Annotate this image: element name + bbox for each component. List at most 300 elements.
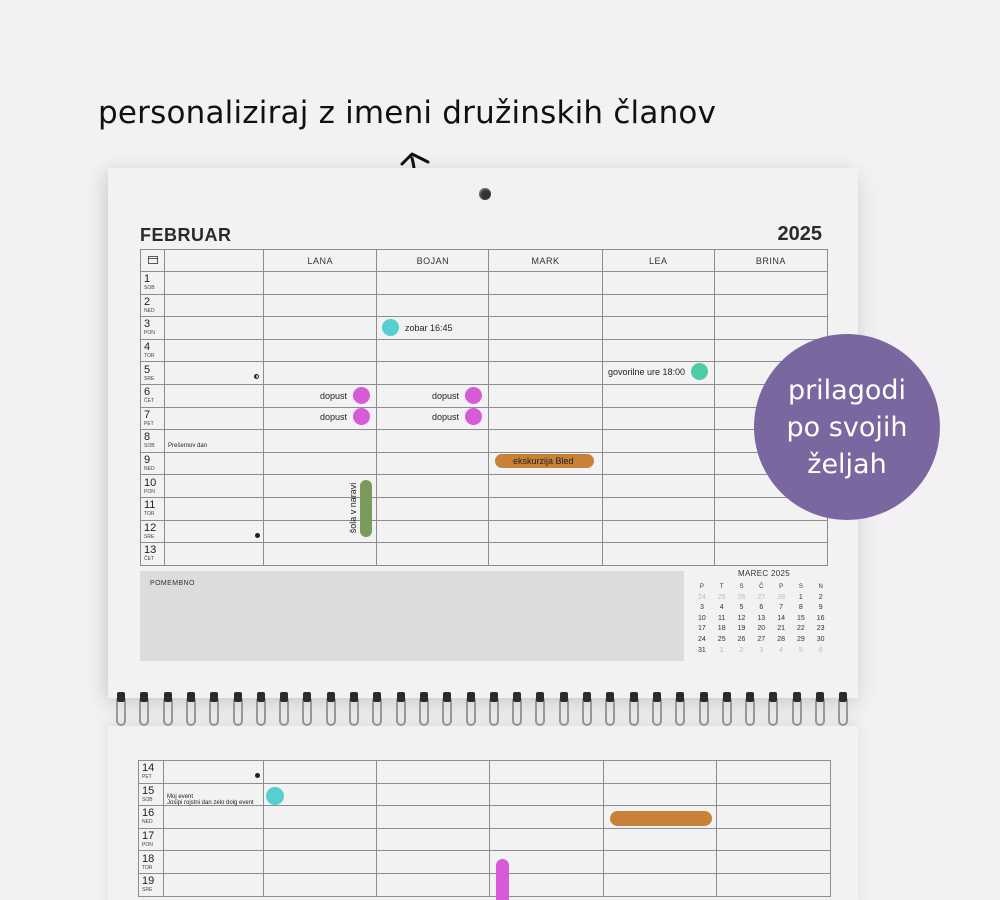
day-note-cell[interactable] bbox=[164, 806, 264, 829]
mini-day-label: 1 bbox=[719, 646, 724, 654]
day-cell bbox=[141, 520, 165, 543]
mini-day-label: 26 bbox=[737, 635, 746, 643]
member-day-cell[interactable] bbox=[602, 475, 714, 498]
mini-day[interactable] bbox=[751, 603, 771, 614]
notes-header bbox=[165, 250, 264, 272]
mini-day[interactable] bbox=[771, 624, 791, 635]
mini-day[interactable] bbox=[692, 646, 712, 657]
member-day-cell[interactable] bbox=[602, 543, 714, 566]
member-day-cell[interactable] bbox=[489, 294, 602, 317]
day-note-cell[interactable] bbox=[164, 761, 264, 784]
member-day-cell[interactable] bbox=[264, 339, 377, 362]
day-row bbox=[139, 873, 831, 896]
mini-day-label: 18 bbox=[717, 625, 726, 633]
day-cell bbox=[139, 873, 164, 896]
mini-day-label: 19 bbox=[737, 625, 746, 633]
important-notes-area[interactable] bbox=[140, 571, 684, 661]
binding-ring bbox=[279, 690, 289, 726]
member-day-cell[interactable] bbox=[717, 828, 831, 851]
mini-day[interactable] bbox=[712, 624, 732, 635]
mini-day[interactable] bbox=[811, 624, 831, 635]
mini-day[interactable] bbox=[732, 593, 752, 604]
mini-day-label: 27 bbox=[757, 593, 766, 601]
day-row bbox=[141, 475, 828, 498]
mini-day[interactable] bbox=[692, 635, 712, 646]
day-cell bbox=[141, 294, 165, 317]
column-header[interactable]: BRINA bbox=[714, 250, 827, 272]
hanging-hole bbox=[479, 188, 491, 200]
mini-day[interactable] bbox=[791, 635, 811, 646]
day-name: ČET bbox=[144, 398, 154, 405]
mini-day-label: 27 bbox=[757, 635, 766, 643]
day-number: 1 bbox=[144, 273, 151, 286]
day-note-cell[interactable] bbox=[165, 272, 264, 295]
member-day-cell[interactable] bbox=[377, 362, 489, 385]
event-label: zobar 16:45 bbox=[405, 322, 453, 333]
member-day-cell[interactable] bbox=[490, 783, 604, 806]
calendar-icon bbox=[148, 255, 158, 264]
day-note-cell[interactable] bbox=[164, 873, 264, 896]
member-day-cell[interactable] bbox=[264, 294, 377, 317]
binding-ring bbox=[815, 690, 825, 726]
member-day-cell[interactable] bbox=[377, 828, 490, 851]
member-day-cell[interactable] bbox=[602, 272, 714, 295]
day-number: 10 bbox=[144, 476, 157, 489]
day-cell bbox=[139, 783, 164, 806]
member-day-cell[interactable] bbox=[264, 362, 377, 385]
mini-day[interactable] bbox=[712, 614, 732, 625]
day-name: PET bbox=[142, 774, 152, 781]
mini-day[interactable] bbox=[692, 593, 712, 604]
day-note-cell[interactable] bbox=[165, 384, 264, 407]
important-label: POMEMBNO bbox=[150, 580, 195, 587]
day-row bbox=[141, 452, 828, 475]
day-row bbox=[141, 497, 828, 520]
event-dot bbox=[465, 408, 482, 425]
mini-day[interactable] bbox=[791, 593, 811, 604]
member-day-cell[interactable] bbox=[717, 783, 831, 806]
day-row bbox=[141, 520, 828, 543]
member-day-cell[interactable] bbox=[604, 783, 717, 806]
mini-day[interactable] bbox=[751, 635, 771, 646]
day-row bbox=[141, 430, 828, 453]
day-number: 12 bbox=[144, 521, 157, 534]
mini-day-label: 11 bbox=[718, 614, 726, 622]
member-day-cell[interactable] bbox=[377, 761, 490, 784]
mini-day-label: 10 bbox=[698, 614, 706, 622]
member-day-cell[interactable] bbox=[377, 873, 490, 896]
member-day-cell[interactable] bbox=[377, 851, 490, 874]
mini-day[interactable] bbox=[811, 614, 831, 625]
event-bar[interactable] bbox=[610, 811, 712, 826]
day-note-cell[interactable] bbox=[164, 828, 264, 851]
day-number: 7 bbox=[144, 408, 151, 421]
day-note-cell[interactable] bbox=[164, 851, 264, 874]
binding-ring bbox=[396, 690, 406, 726]
member-day-cell[interactable] bbox=[714, 272, 827, 295]
mini-day-label: 24 bbox=[698, 635, 706, 643]
binding-ring bbox=[256, 690, 266, 726]
member-day-cell[interactable] bbox=[602, 452, 714, 475]
mini-day-label: 22 bbox=[796, 625, 805, 633]
day-cell bbox=[141, 384, 165, 407]
mini-day[interactable] bbox=[732, 646, 752, 657]
mini-day[interactable] bbox=[771, 614, 791, 625]
binding-ring bbox=[209, 690, 219, 726]
mini-day[interactable] bbox=[692, 624, 712, 635]
day-number: 14 bbox=[142, 762, 155, 775]
day-name: SOB bbox=[144, 285, 155, 292]
mini-day-label: 20 bbox=[757, 625, 766, 633]
mini-day[interactable] bbox=[751, 614, 771, 625]
member-day-cell[interactable] bbox=[377, 272, 489, 295]
binding-ring bbox=[559, 690, 569, 726]
day-cell bbox=[141, 543, 165, 566]
mini-day-label: 7 bbox=[779, 604, 784, 612]
column-header[interactable]: MARK bbox=[489, 250, 602, 272]
event-sola-bar[interactable] bbox=[360, 480, 372, 537]
day-note-cell[interactable] bbox=[165, 520, 264, 543]
member-day-cell[interactable] bbox=[602, 317, 714, 340]
day-number: 18 bbox=[142, 852, 155, 865]
day-number: 2 bbox=[144, 295, 151, 308]
mini-weekday: N bbox=[818, 584, 823, 590]
day-number: 16 bbox=[142, 807, 155, 820]
event-dot bbox=[353, 408, 370, 425]
member-day-cell[interactable] bbox=[604, 873, 717, 896]
badge-line: po svojih bbox=[786, 411, 908, 443]
day-row bbox=[141, 339, 828, 362]
member-day-cell[interactable] bbox=[264, 430, 377, 453]
binding-ring bbox=[652, 690, 662, 726]
member-day-cell[interactable] bbox=[714, 317, 827, 340]
member-day-cell[interactable] bbox=[489, 430, 602, 453]
mini-day[interactable] bbox=[791, 624, 811, 635]
member-day-cell[interactable] bbox=[377, 520, 489, 543]
binding-ring bbox=[792, 690, 802, 726]
member-day-cell[interactable] bbox=[264, 272, 377, 295]
day-note-cell[interactable] bbox=[165, 497, 264, 520]
mini-day[interactable] bbox=[712, 635, 732, 646]
member-day-cell[interactable] bbox=[489, 317, 602, 340]
member-day-cell[interactable] bbox=[490, 761, 604, 784]
day-note: Prešernov dan bbox=[168, 443, 208, 450]
event-label: dopust bbox=[432, 411, 460, 422]
mini-day-label: 6 bbox=[759, 604, 764, 612]
day-number: 6 bbox=[144, 386, 151, 399]
binding-ring bbox=[535, 690, 545, 726]
moon-phase-icon bbox=[254, 374, 259, 379]
member-day-cell[interactable] bbox=[489, 272, 602, 295]
binding-ring bbox=[466, 690, 476, 726]
mini-day[interactable] bbox=[751, 624, 771, 635]
day-name: SRE bbox=[144, 533, 155, 540]
binding-ring bbox=[163, 690, 173, 726]
spiral-binding bbox=[112, 690, 860, 730]
member-day-cell[interactable] bbox=[264, 806, 377, 829]
mini-weekday: P bbox=[779, 584, 784, 590]
binding-ring bbox=[582, 690, 592, 726]
event-ekskurzija-bar[interactable] bbox=[495, 454, 594, 468]
mini-calendar bbox=[692, 569, 828, 656]
day-note-cell[interactable] bbox=[165, 317, 264, 340]
mini-day-label: 28 bbox=[777, 593, 785, 601]
day-number: 5 bbox=[144, 363, 151, 376]
badge-line: željah bbox=[807, 448, 887, 480]
mini-calendar-grid bbox=[692, 582, 828, 656]
mini-day-label: 25 bbox=[717, 635, 726, 643]
mini-day[interactable] bbox=[771, 593, 791, 604]
member-day-cell[interactable] bbox=[377, 452, 489, 475]
day-cell bbox=[141, 430, 165, 453]
column-header[interactable]: LEA bbox=[602, 250, 714, 272]
member-day-cell[interactable] bbox=[602, 294, 714, 317]
day-note-cell[interactable] bbox=[165, 339, 264, 362]
mini-day-label: 28 bbox=[777, 635, 785, 643]
mini-day-label: 26 bbox=[737, 593, 746, 601]
day-name: SOB bbox=[142, 796, 153, 803]
day-note-cell[interactable] bbox=[165, 430, 264, 453]
mini-day-label: 15 bbox=[796, 614, 805, 622]
member-day-cell[interactable] bbox=[490, 806, 604, 829]
mini-day[interactable] bbox=[811, 593, 831, 604]
event-zobar[interactable] bbox=[382, 319, 453, 336]
day-name: ČET bbox=[144, 556, 154, 563]
mini-day[interactable] bbox=[771, 603, 791, 614]
mini-day[interactable] bbox=[732, 614, 752, 625]
month-title: FEBRUAR bbox=[140, 225, 232, 245]
day-row bbox=[141, 543, 828, 566]
binding-ring bbox=[326, 690, 336, 726]
member-day-cell[interactable] bbox=[602, 520, 714, 543]
binding-ring bbox=[302, 690, 312, 726]
binding-ring bbox=[605, 690, 615, 726]
member-day-cell[interactable] bbox=[489, 362, 602, 385]
mini-day-label: 4 bbox=[719, 604, 724, 612]
day-cell bbox=[141, 317, 165, 340]
event-label: dopust bbox=[320, 411, 348, 422]
day-note-cell[interactable] bbox=[165, 362, 264, 385]
member-day-cell[interactable] bbox=[489, 543, 602, 566]
mini-day[interactable] bbox=[811, 603, 831, 614]
mini-day[interactable] bbox=[791, 646, 811, 657]
member-day-cell[interactable] bbox=[604, 828, 717, 851]
mini-day-label: 13 bbox=[757, 614, 766, 622]
day-name: SOB bbox=[144, 443, 155, 450]
mini-day[interactable] bbox=[811, 635, 831, 646]
mini-day-label: 2 bbox=[818, 593, 823, 601]
member-day-cell[interactable] bbox=[714, 543, 827, 566]
mini-day[interactable] bbox=[811, 646, 831, 657]
member-day-cell[interactable] bbox=[377, 806, 490, 829]
binding-ring bbox=[838, 690, 848, 726]
member-day-cell[interactable] bbox=[489, 497, 602, 520]
mini-day-label: 12 bbox=[737, 614, 746, 622]
member-day-cell[interactable] bbox=[264, 761, 377, 784]
mini-day[interactable] bbox=[692, 614, 712, 625]
mini-day[interactable] bbox=[712, 593, 732, 604]
day-note: Moj event Josipi rojstni dan zelo dolg event bbox=[167, 793, 254, 806]
day-row bbox=[141, 294, 828, 317]
day-note-cell[interactable] bbox=[165, 475, 264, 498]
member-day-cell[interactable] bbox=[717, 806, 831, 829]
caption: personaliziraj z imeni družinskih članov bbox=[98, 95, 717, 131]
day-cell bbox=[141, 497, 165, 520]
mini-day-label: 29 bbox=[796, 635, 805, 643]
member-day-cell[interactable] bbox=[377, 339, 489, 362]
day-number: 17 bbox=[142, 830, 155, 843]
day-name: SRE bbox=[144, 375, 155, 382]
mini-day-label: 1 bbox=[798, 593, 803, 601]
mini-day[interactable] bbox=[771, 646, 791, 657]
day-number: 15 bbox=[142, 784, 155, 797]
mini-day-label: 23 bbox=[816, 625, 825, 633]
event-dot bbox=[691, 363, 708, 380]
member-day-cell[interactable] bbox=[264, 543, 377, 566]
day-cell bbox=[141, 339, 165, 362]
member-day-cell[interactable] bbox=[490, 828, 604, 851]
mini-day[interactable] bbox=[771, 635, 791, 646]
mini-day-label: 21 bbox=[777, 625, 785, 633]
new-moon-icon bbox=[255, 773, 260, 778]
member-day-cell[interactable] bbox=[264, 851, 377, 874]
member-day-cell[interactable] bbox=[714, 294, 827, 317]
day-row bbox=[141, 272, 828, 295]
member-day-cell[interactable] bbox=[489, 475, 602, 498]
mini-day-label: 3 bbox=[759, 646, 764, 654]
mini-day-label: 3 bbox=[699, 604, 704, 612]
member-day-cell[interactable] bbox=[264, 452, 377, 475]
member-day-cell[interactable] bbox=[377, 430, 489, 453]
mini-day[interactable] bbox=[732, 603, 752, 614]
day-note-cell[interactable] bbox=[165, 294, 264, 317]
member-day-cell[interactable] bbox=[489, 339, 602, 362]
day-note-cell[interactable] bbox=[165, 407, 264, 430]
member-day-cell[interactable] bbox=[717, 761, 831, 784]
member-day-cell[interactable] bbox=[377, 475, 489, 498]
mini-day[interactable] bbox=[751, 646, 771, 657]
day-cell bbox=[139, 828, 164, 851]
day-number: 4 bbox=[144, 341, 151, 354]
day-name: SRE bbox=[142, 887, 153, 894]
day-note-cell[interactable] bbox=[165, 452, 264, 475]
day-row bbox=[139, 828, 831, 851]
day-name: NED bbox=[144, 466, 155, 473]
mini-day[interactable] bbox=[791, 614, 811, 625]
event-dot[interactable] bbox=[266, 787, 284, 805]
day-row bbox=[141, 317, 828, 340]
new-moon-icon bbox=[255, 533, 260, 538]
mini-calendar-title: MAREC 2025 bbox=[738, 569, 790, 578]
day-name: TOR bbox=[142, 864, 153, 871]
mini-day[interactable] bbox=[791, 603, 811, 614]
day-cell bbox=[141, 272, 165, 295]
member-day-cell[interactable] bbox=[714, 520, 827, 543]
day-number: 8 bbox=[144, 431, 151, 444]
day-name: NED bbox=[144, 307, 155, 314]
mini-day-label: 8 bbox=[798, 604, 803, 612]
member-day-cell[interactable] bbox=[489, 520, 602, 543]
binding-ring bbox=[419, 690, 429, 726]
member-day-cell[interactable] bbox=[602, 430, 714, 453]
member-day-cell[interactable] bbox=[264, 317, 377, 340]
day-row bbox=[139, 783, 831, 806]
binding-ring bbox=[722, 690, 732, 726]
mini-day-label: 30 bbox=[816, 635, 825, 643]
member-day-cell[interactable] bbox=[717, 873, 831, 896]
member-day-cell[interactable] bbox=[377, 497, 489, 520]
mini-day[interactable] bbox=[712, 646, 732, 657]
member-day-cell[interactable] bbox=[377, 543, 489, 566]
mini-day-label: 14 bbox=[777, 614, 785, 622]
day-cell bbox=[141, 407, 165, 430]
member-day-cell[interactable] bbox=[604, 851, 717, 874]
event-sola-label: šola v naravi bbox=[348, 482, 358, 534]
member-day-cell[interactable] bbox=[717, 851, 831, 874]
binding-ring bbox=[139, 690, 149, 726]
day-name: PON bbox=[142, 842, 153, 849]
day-cell bbox=[139, 851, 164, 874]
mini-weekday: S bbox=[739, 584, 744, 590]
mini-day[interactable] bbox=[751, 593, 771, 604]
binding-ring bbox=[512, 690, 522, 726]
binding-ring bbox=[699, 690, 709, 726]
mini-day-label: 5 bbox=[798, 646, 803, 654]
event-bar[interactable] bbox=[496, 859, 509, 900]
day-note-cell[interactable] bbox=[165, 543, 264, 566]
year-title: 2025 bbox=[777, 223, 822, 245]
calendar-grid-lower bbox=[138, 760, 831, 897]
member-day-cell[interactable] bbox=[264, 873, 377, 896]
calendar-page bbox=[108, 168, 858, 698]
day-row bbox=[139, 851, 831, 874]
day-number: 19 bbox=[142, 875, 155, 888]
mini-weekday: S bbox=[798, 584, 803, 590]
binding-ring bbox=[116, 690, 126, 726]
mini-weekday: T bbox=[719, 584, 724, 590]
column-header[interactable]: LANA bbox=[264, 250, 377, 272]
member-day-cell[interactable] bbox=[602, 497, 714, 520]
mini-day[interactable] bbox=[732, 635, 752, 646]
member-day-cell[interactable] bbox=[602, 339, 714, 362]
day-name: PON bbox=[144, 488, 155, 495]
binding-ring bbox=[186, 690, 196, 726]
member-day-cell[interactable] bbox=[377, 294, 489, 317]
promo-badge bbox=[754, 334, 940, 520]
mini-day-label: 2 bbox=[739, 646, 744, 654]
event-dot bbox=[382, 319, 399, 336]
mini-day-label: 5 bbox=[739, 604, 744, 612]
column-header[interactable]: BOJAN bbox=[377, 250, 489, 272]
member-day-cell[interactable] bbox=[604, 761, 717, 784]
day-number: 11 bbox=[144, 499, 156, 512]
day-note-cell[interactable] bbox=[164, 783, 264, 806]
mini-day[interactable] bbox=[732, 624, 752, 635]
day-number: 3 bbox=[144, 318, 151, 331]
member-day-cell[interactable] bbox=[377, 783, 490, 806]
mini-day[interactable] bbox=[712, 603, 732, 614]
day-name: PET bbox=[144, 420, 154, 427]
mini-day[interactable] bbox=[692, 603, 712, 614]
day-cell bbox=[139, 806, 164, 829]
event-label: govorilne ure 18:00 bbox=[608, 366, 686, 377]
event-label: dopust bbox=[432, 390, 460, 401]
badge-line: prilagodi bbox=[787, 374, 907, 406]
binding-ring bbox=[372, 690, 382, 726]
member-day-cell[interactable] bbox=[264, 828, 377, 851]
event-label: ekskurzija Bled bbox=[513, 456, 574, 466]
mini-day-label: 16 bbox=[816, 614, 825, 622]
